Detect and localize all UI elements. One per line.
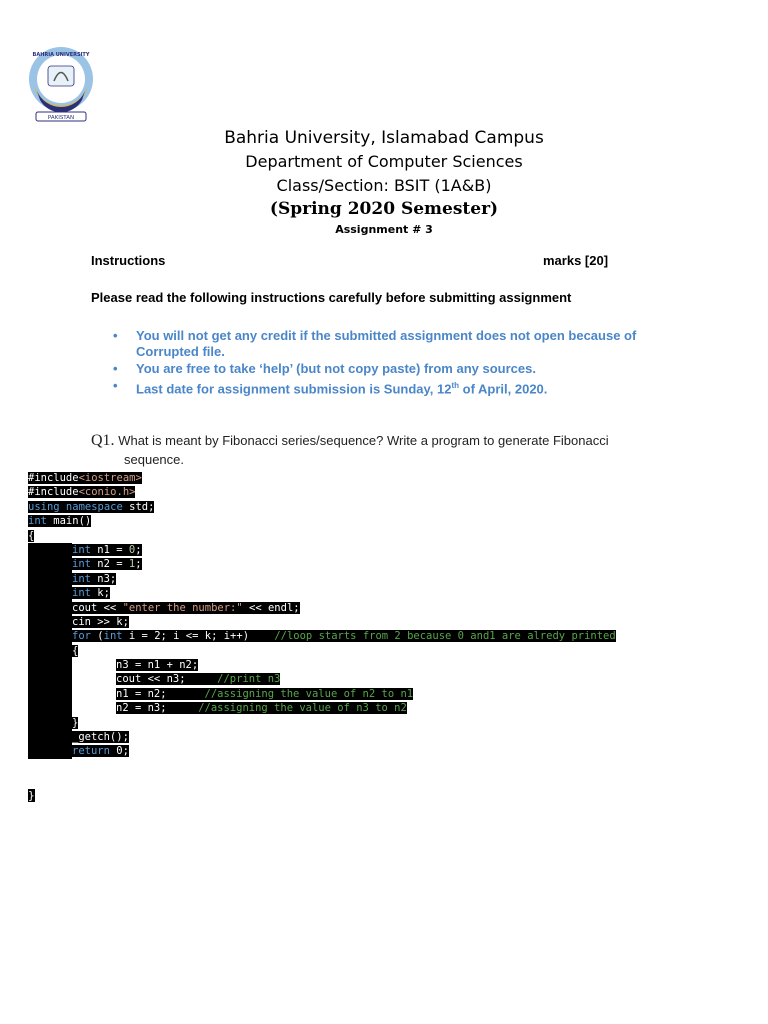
assignment-number: Assignment # 3 bbox=[335, 223, 433, 236]
code-line: int k; bbox=[28, 586, 616, 600]
university-title: Bahria University, Islamabad Campus bbox=[224, 128, 544, 148]
code-line: n1 = n2; //assigning the value of n2 to n1 bbox=[28, 687, 616, 701]
question-text: What is meant by Fibonacci series/sequence? Write a program to generate Fibonacci bbox=[118, 433, 609, 448]
question-text-cont: sequence. bbox=[124, 452, 184, 467]
logo-text-top: BAHRIA UNIVERSITY bbox=[32, 52, 90, 58]
code-line: _getch(); bbox=[28, 730, 616, 744]
department-title: Department of Computer Sciences bbox=[245, 152, 523, 171]
list-item: • Last date for assignment submission is Sunday, 12th of April, 2020. bbox=[113, 378, 548, 397]
read-instructions-note: Please read the following instructions carefully before submitting assignment bbox=[91, 290, 572, 305]
code-line: { bbox=[28, 529, 35, 542]
question-1 bbox=[91, 431, 691, 469]
code-snippet bbox=[28, 471, 616, 759]
semester: (Spring 2020 Semester) bbox=[269, 199, 499, 219]
code-close-brace: } bbox=[28, 789, 35, 802]
code-line: using namespace std; bbox=[28, 500, 155, 513]
code-line: int n2 = 1; bbox=[28, 557, 616, 571]
logo-text-bottom: PAKISTAN bbox=[47, 115, 75, 121]
instructions-label: Instructions bbox=[91, 253, 166, 268]
code-line: } bbox=[28, 716, 616, 730]
list-item: • You are free to take ‘help’ (but not copy paste) from any sources. bbox=[113, 361, 536, 376]
code-line: for (int i = 2; i <= k; i++) //loop starts from 2 because 0 and1 are alredy printed bbox=[28, 629, 616, 643]
code-line: cin >> k; bbox=[28, 615, 616, 629]
code-line: n2 = n3; //assigning the value of n3 to n2 bbox=[28, 701, 616, 715]
code-line: int main() bbox=[28, 515, 92, 528]
marks-label: marks [20] bbox=[543, 253, 609, 268]
code-line: int n1 = 0; bbox=[28, 543, 616, 557]
instruction-list bbox=[113, 328, 693, 398]
code-line: cout << "enter the number:" << endl; bbox=[28, 601, 616, 615]
class-section: Class/Section: BSIT (1A&B) bbox=[276, 176, 492, 195]
code-line: cout << n3; //print n3 bbox=[28, 672, 616, 686]
code-line: n3 = n1 + n2; bbox=[28, 658, 616, 672]
code-line: int n3; bbox=[28, 572, 616, 586]
code-line: #include<iostream> bbox=[28, 472, 142, 484]
list-item: • You will not get any credit if the submitted assignment does not open because of Corrupted file. bbox=[113, 328, 637, 359]
code-line: #include<conio.h> bbox=[28, 486, 136, 499]
code-line: return 0; bbox=[28, 744, 616, 758]
bahria-university-logo bbox=[26, 46, 96, 126]
question-number: Q1. bbox=[91, 432, 115, 449]
code-line: { bbox=[28, 644, 616, 658]
